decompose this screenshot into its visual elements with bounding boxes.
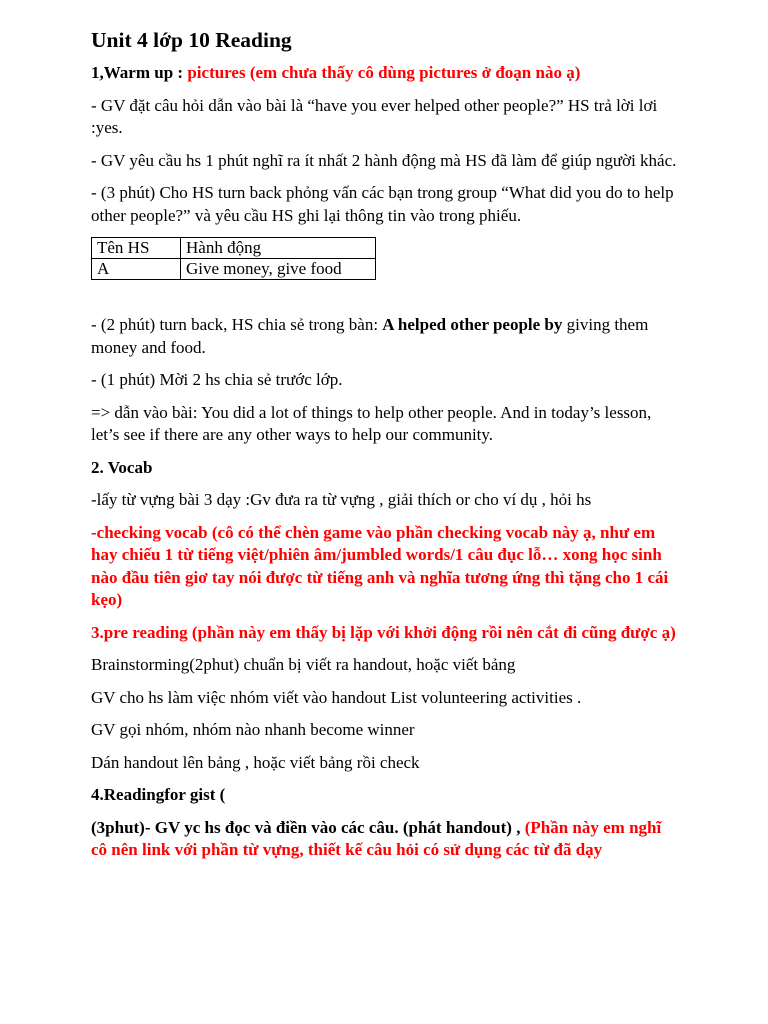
warmup-comment: pictures (em chưa thấy cô dùng pictures ở đoạn nào ạ) <box>187 63 581 82</box>
warmup-paragraph-4 <box>91 314 681 359</box>
prereading-heading: 3.pre reading (phần này em thấy bị lặp với khởi động rồi nên cắt đi cũng được ạ) <box>91 622 676 642</box>
gist-p1-bold: (3phut)- GV yc hs đọc và điền vào các câu. (phát handout) , <box>91 817 525 837</box>
prereading-paragraph-1: Brainstorming(2phut) chuẩn bị viết ra handout, hoặc viết bảng <box>91 655 516 674</box>
vocab-comment: -checking vocab (cô có thể chèn game vào phần checking vocab này ạ, như em hay chiếu 1 từ tiếng việt/phiên âm/jumbled words/1 câu đục lỗ… xong học sinh nào đầu tiên giơ tay nói được từ tiếng anh và nghĩa tương ứng thì tặng cho 1 cái kẹo) <box>91 522 669 609</box>
table-row <box>92 259 376 280</box>
warmup-heading <box>91 62 681 85</box>
prereading-paragraph-3: GV gọi nhóm, nhóm nào nhanh become winner <box>91 720 415 739</box>
gist-heading: 4.Readingfor gist ( <box>91 785 226 804</box>
table-cell: A <box>92 259 181 280</box>
vocab-paragraph-1: -lấy từ vựng bài 3 dạy :Gv đưa ra từ vựng , giải thích or cho ví dụ , hỏi hs <box>91 490 592 509</box>
warmup-p4-text: - (2 phút) turn back, HS chia sẻ trong bàn: <box>91 315 383 334</box>
warmup-paragraph-2: - GV yêu cầu hs 1 phút nghĩ ra ít nhất 2 hành động mà HS đã làm để giúp người khác. <box>91 150 677 170</box>
prereading-paragraph-4: Dán handout lên bảng , hoặc viết bảng rồi check <box>91 752 420 772</box>
table-header-row <box>92 238 376 259</box>
warmup-p4-bold: A helped other people by <box>382 315 563 334</box>
warmup-paragraph-1: - GV đặt câu hỏi dẫn vào bài là “have you ever helped other people?” HS trả lời lơi :yes. <box>91 95 658 137</box>
document-title: Unit 4 lớp 10 Reading <box>91 28 292 52</box>
gist-paragraph-1 <box>91 817 681 862</box>
prereading-paragraph-2: GV cho hs làm việc nhóm viết vào handout List volunteering activities . <box>91 687 582 707</box>
warmup-p4-tail: giving them money and food. <box>91 315 649 357</box>
warmup-heading-label: 1,Warm up : <box>91 63 188 82</box>
table-cell: Give money, give food <box>181 259 376 280</box>
table-header-cell: Hành động <box>181 238 376 259</box>
gist-comment: (Phần này em nghĩ cô nên link với phần từ vựng, thiết kế câu hỏi có sử dụng các từ đã dạy <box>91 817 662 859</box>
warmup-paragraph-5: - (1 phút) Mời 2 hs chia sẻ trước lớp. <box>91 370 343 389</box>
table-header-cell: Tên HS <box>92 238 181 259</box>
warmup-paragraph-6: => dẫn vào bài: You did a lot of things to help other people. And in today’s lesson, let’s see if there are any other ways to help our community. <box>91 402 652 444</box>
vocab-heading: 2. Vocab <box>91 457 153 477</box>
document-page <box>91 26 681 872</box>
survey-table <box>91 237 376 280</box>
warmup-paragraph-3: - (3 phút) Cho HS turn back phỏng vấn các bạn trong group “What did you do to help other people?” và yêu cầu HS ghi lại thông tin vào trong phiếu. <box>91 183 674 225</box>
